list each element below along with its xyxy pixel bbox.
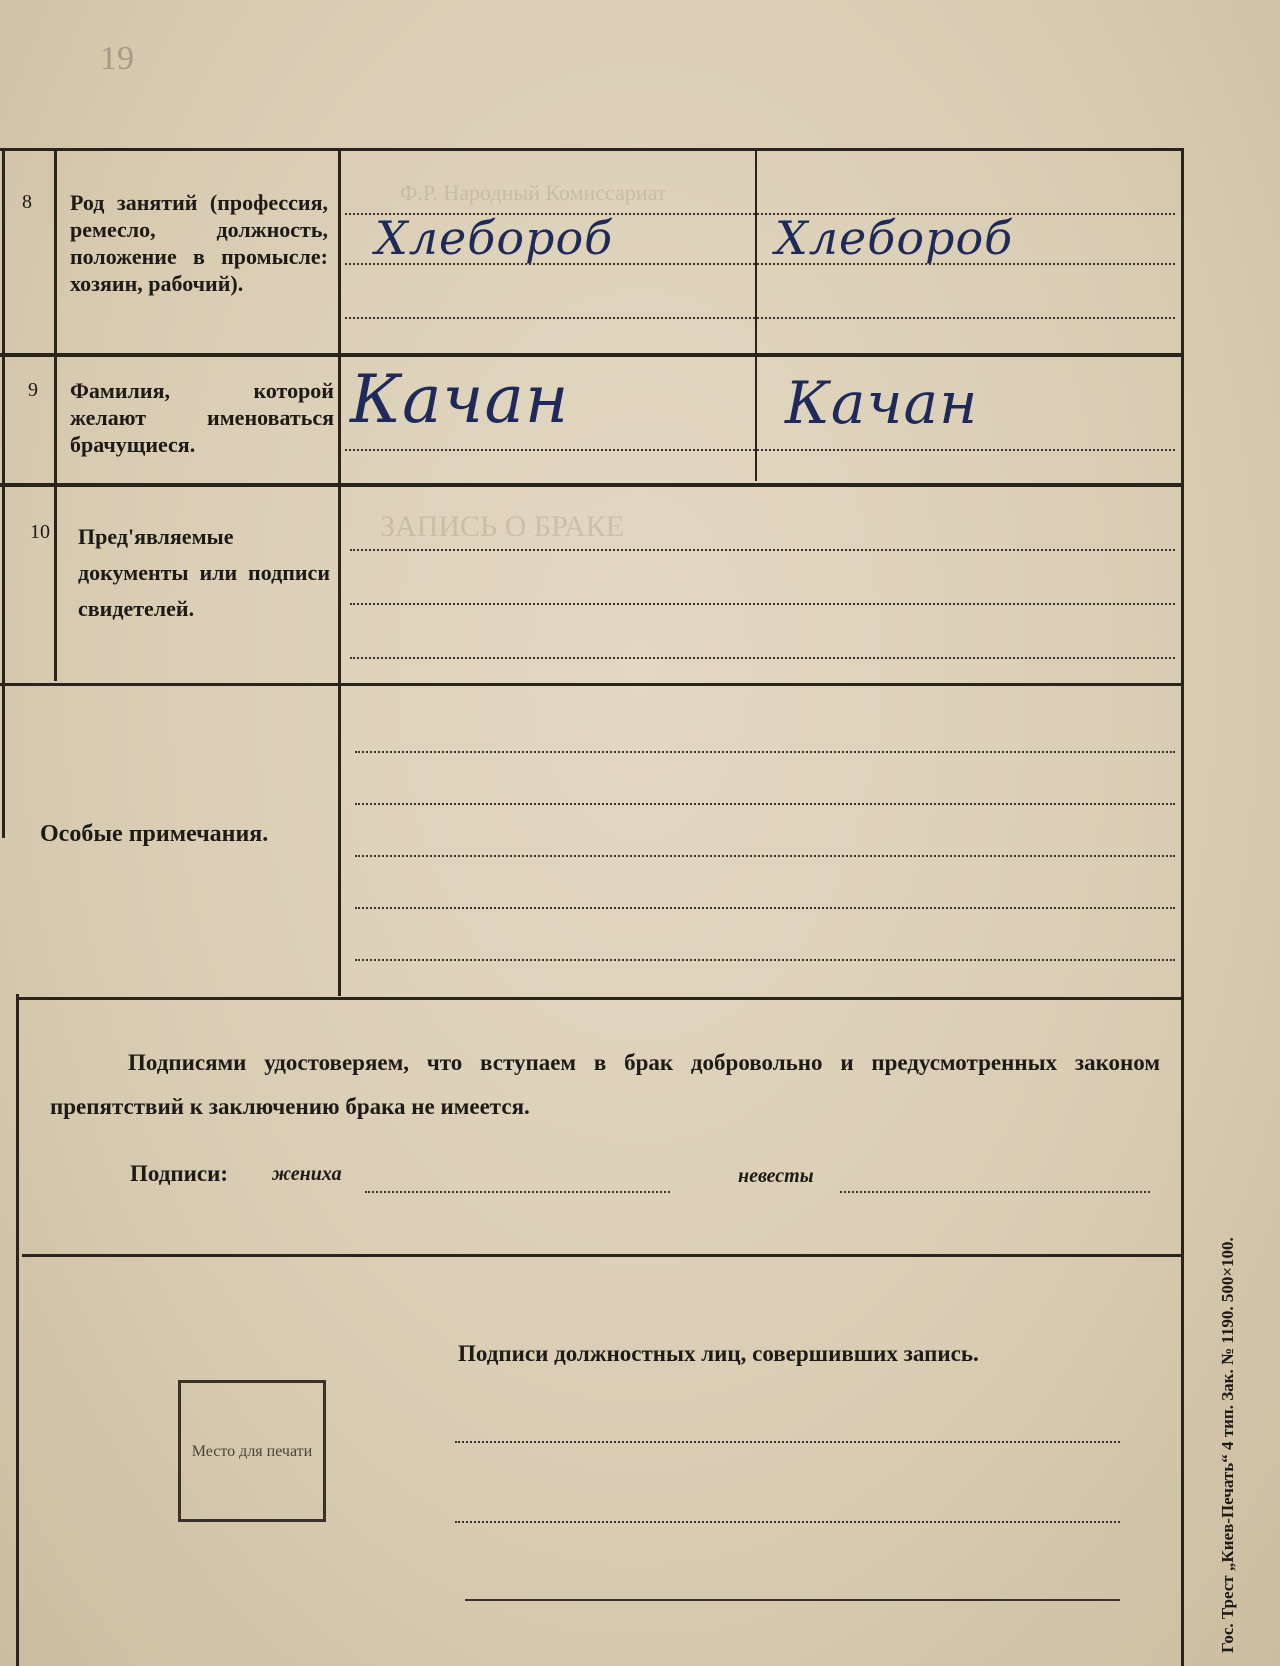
row-divider [0, 353, 1181, 357]
row-divider [18, 997, 1181, 1000]
official-signature-line [455, 1521, 1120, 1523]
row-divider [0, 683, 1181, 686]
official-signature-line [465, 1599, 1120, 1601]
declaration-text: Подписями удостоверяем, что вступаем в брак добровольно и предусмотренных законом препятствий к заключению брака не имеется. [50, 1050, 1160, 1119]
officials-label: Подписи должностных лиц, совершивших запись. [458, 1341, 979, 1366]
bride-signature-label: невесты [738, 1165, 814, 1187]
groom-signature-line [365, 1191, 670, 1193]
bleed-through: ЗАПИСЬ О БРАКЕ [380, 510, 624, 543]
groom-surname: Качан [350, 361, 570, 438]
stamp-placeholder: Место для печати [178, 1380, 326, 1522]
row-number: 10 [30, 521, 50, 543]
bride-occupation: Хлебороб [775, 211, 1014, 265]
column-divider [54, 151, 57, 681]
dotted-line [350, 549, 1175, 551]
row-number: 8 [22, 191, 32, 213]
row-number: 9 [28, 379, 38, 401]
bride-signature-line [840, 1191, 1150, 1193]
surname-label: Фамилия, которой желают именоваться брачущиеся. [70, 378, 334, 457]
column-divider [755, 151, 757, 481]
groom-occupation: Хлебороб [375, 211, 614, 265]
groom-signature-label: жениха [272, 1163, 342, 1185]
notes-label: Особые примечания. [40, 821, 269, 847]
dotted-line [355, 959, 1175, 961]
form-left-border [16, 994, 19, 1666]
dotted-line [350, 603, 1175, 605]
printer-imprint: Гос. Трест „Киев-Печать“ 4 тип. Зак. № 1190. 500×100. [1218, 1237, 1237, 1653]
dotted-line [355, 803, 1175, 805]
dotted-line [355, 907, 1175, 909]
bleed-through: Ф.Р. Народный Комиссариат [400, 180, 667, 205]
documents-label: Пред'являемые документы или подписи свидетелей. [78, 524, 330, 621]
row-divider [0, 483, 1181, 487]
dotted-line [355, 751, 1175, 753]
signatures-label: Подписи: [130, 1161, 228, 1186]
form-left-border [2, 148, 5, 838]
official-signature-line [455, 1441, 1120, 1443]
column-divider [338, 151, 341, 996]
row-divider [22, 1254, 1181, 1257]
bride-surname: Качан [785, 369, 979, 437]
dotted-line [345, 317, 1175, 319]
dotted-line [345, 449, 1175, 451]
dotted-line [350, 657, 1175, 659]
corner-mark: 19 [100, 40, 134, 77]
occupation-label: Род занятий (профессия, ремесло, должность, положение в промысле: хозяин, рабочий). [70, 190, 328, 296]
dotted-line [355, 855, 1175, 857]
